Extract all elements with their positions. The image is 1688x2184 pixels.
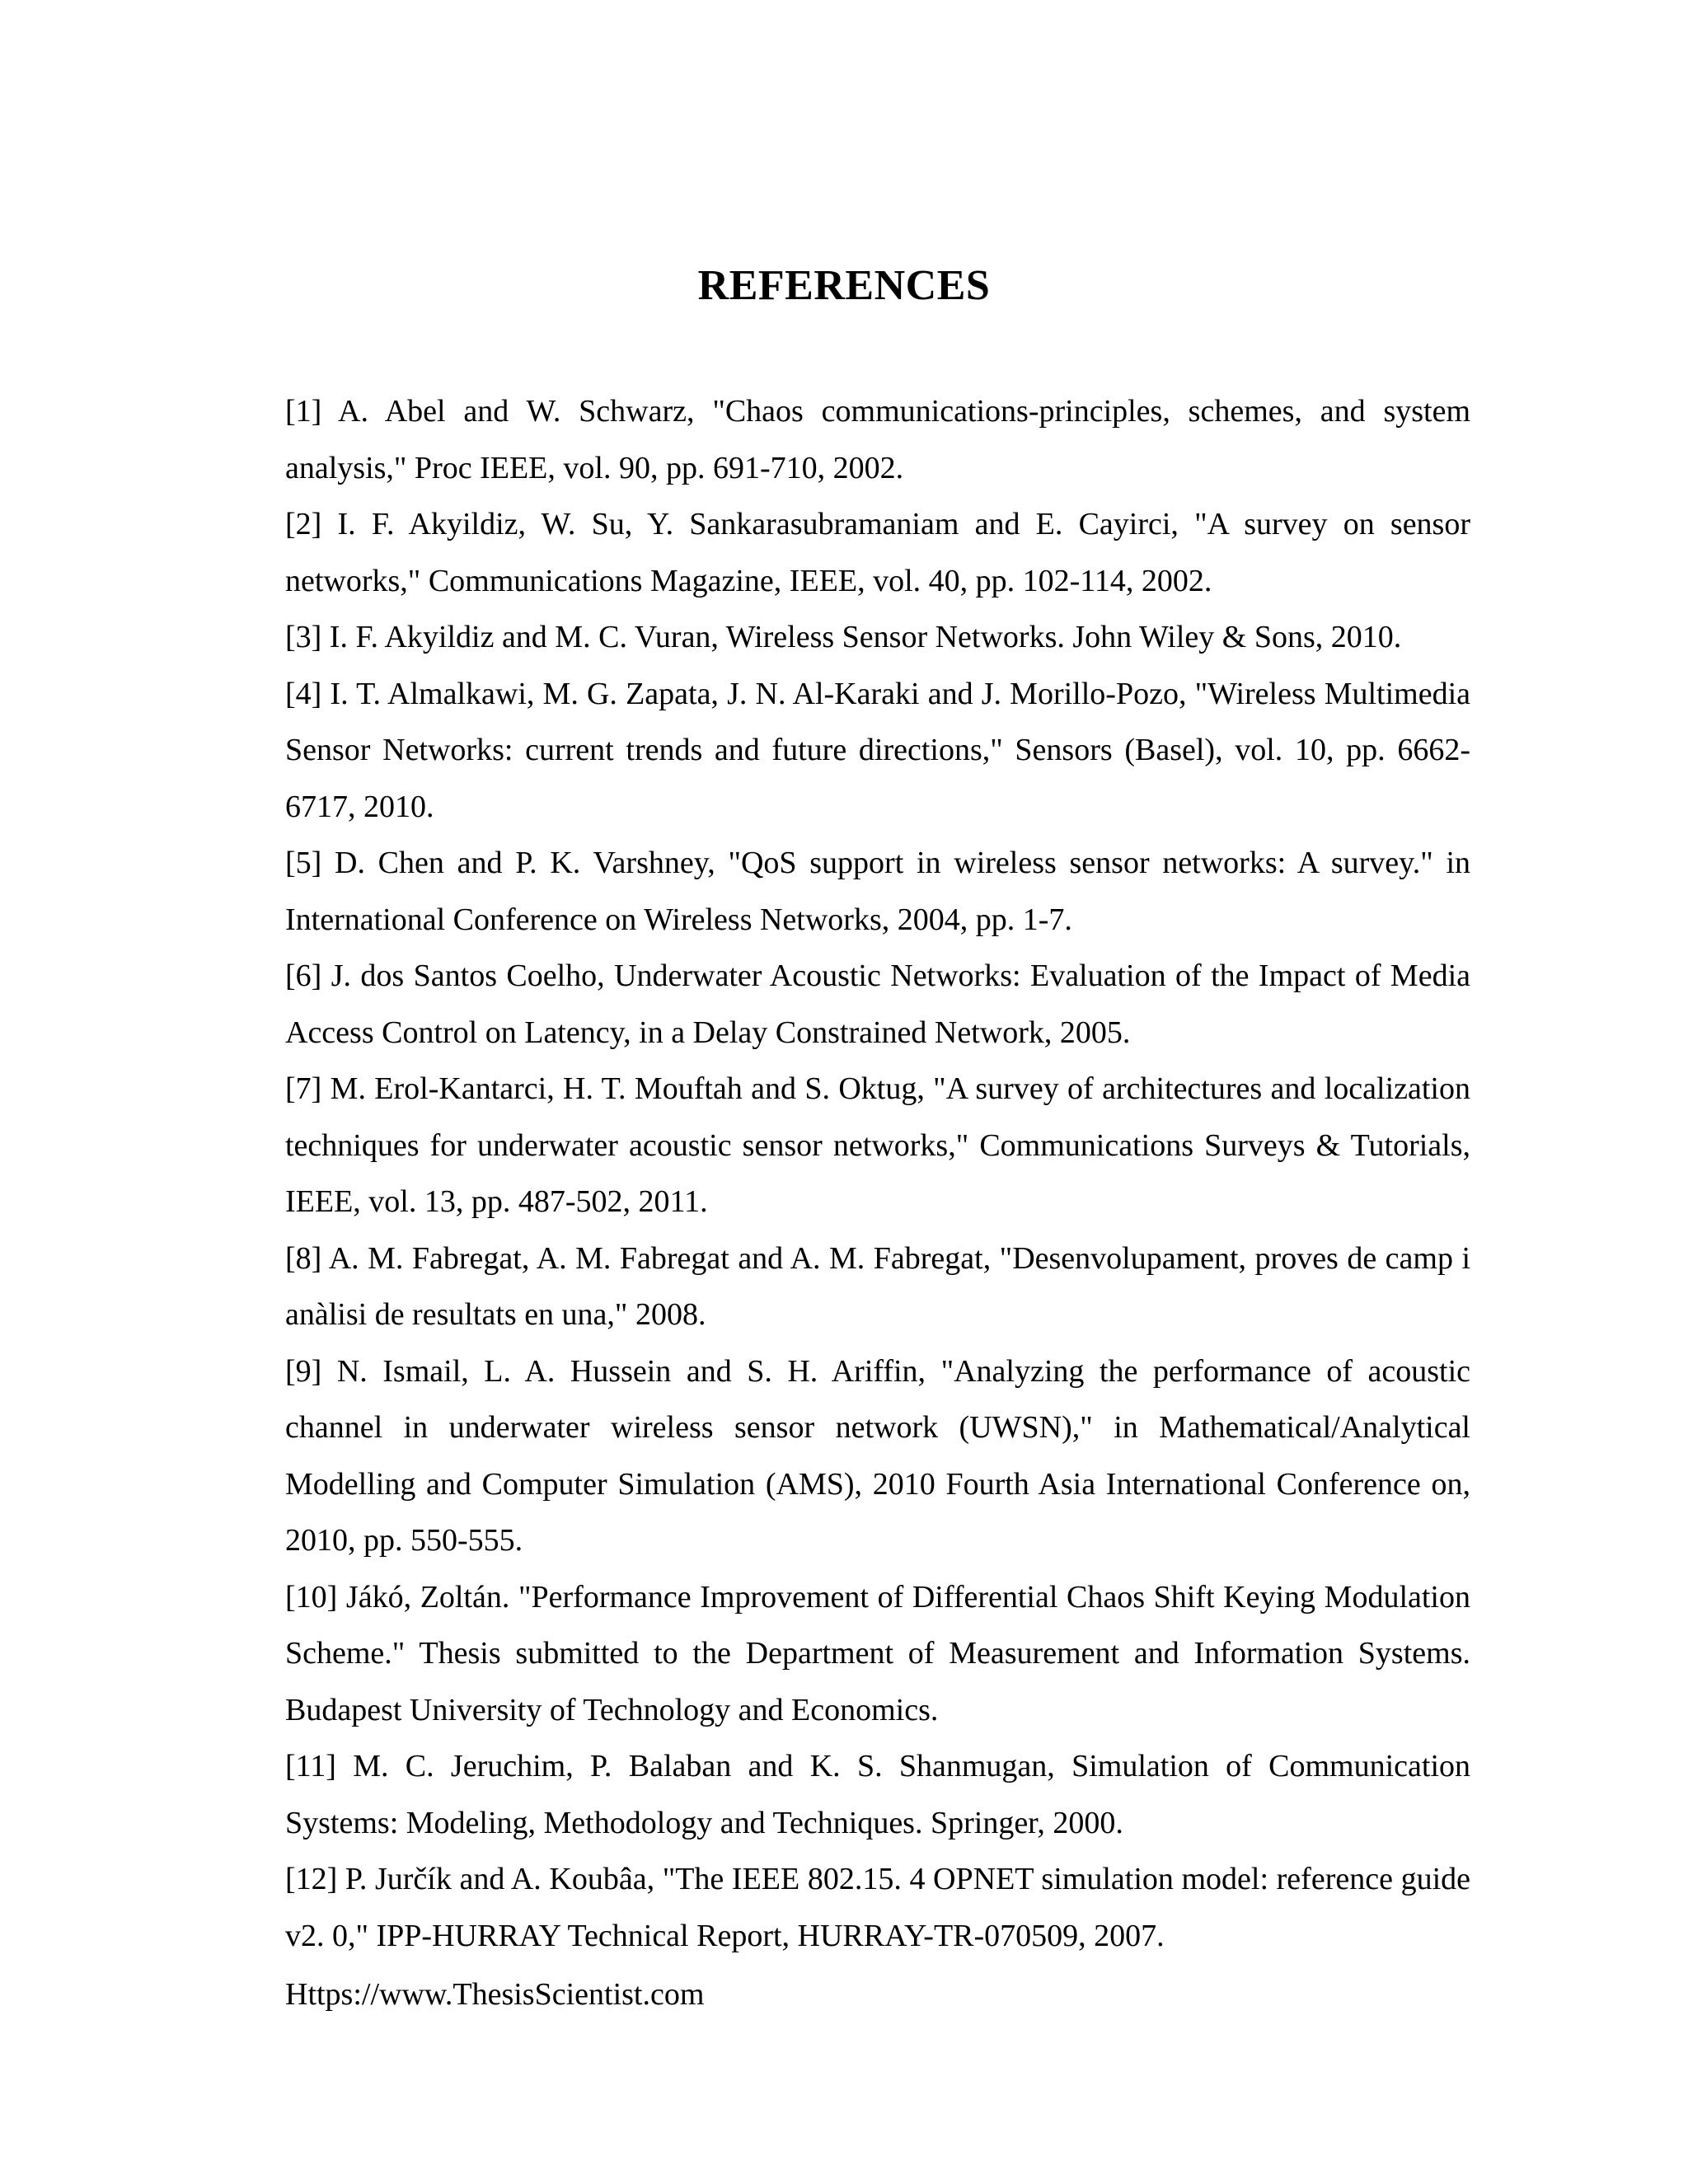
reference-9: [9] N. Ismail, L. A. Hussein and S. H. Ariffin, "Analyzing the performance of acoustic channel in underwater wireless sensor network (UWSN)," in Mathematical/Analytical Modelling and Computer Simulation (AMS), 2010 Fourth Asia International Conference on, 2010, pp. 550-555. [285,1353,1470,1558]
reference-list [285,383,1470,1964]
footer-url: Https://www.ThesisScientist.com [285,1977,705,2012]
reference-2: [2] I. F. Akyildiz, W. Su, Y. Sankarasubramaniam and E. Cayirci, "A survey on sensor networks," Communications Magazine, IEEE, vol. 40, pp. 102-114, 2002. [285,507,1470,598]
reference-6: [6] J. dos Santos Coelho, Underwater Acoustic Networks: Evaluation of the Impact of Media Access Control on Latency, in a Delay Constrained Network, 2005. [285,958,1470,1050]
reference-12: [12] P. Jurčík and A. Koubâa, "The IEEE 802.15. 4 OPNET simulation model: reference guide v2. 0," IPP-HURRAY Technical Report, HURRAY-TR-070509, 2007. [285,1862,1470,1953]
reference-7: [7] M. Erol-Kantarci, H. T. Mouftah and S. Oktug, "A survey of architectures and localization techniques for underwater acoustic sensor networks," Communications Surveys & Tutorials, IEEE, vol. 13, pp. 487-502, 2011. [285,1071,1470,1219]
reference-3: [3] I. F. Akyildiz and M. C. Vuran, Wireless Sensor Networks. John Wiley & Sons, 2010. [285,620,1402,654]
reference-10: [10] Jákó, Zoltán. "Performance Improvement of Differential Chaos Shift Keying Modulation Scheme." Thesis submitted to the Department of Measurement and Information Systems. Budapest University of Technology and Economics. [285,1579,1470,1727]
reference-4: [4] I. T. Almalkawi, M. G. Zapata, J. N. Al-Karaki and J. Morillo-Pozo, "Wireless Multimedia Sensor Networks: current trends and future directions," Sensors (Basel), vol. 10, pp. 6662-6717, 2010. [285,676,1470,824]
reference-11: [11] M. C. Jeruchim, P. Balaban and K. S. Shanmugan, Simulation of Communication Systems: Modeling, Methodology and Techniques. Springer, 2000. [285,1749,1470,1840]
reference-8: [8] A. M. Fabregat, A. M. Fabregat and A. M. Fabregat, "Desenvolupament, proves de camp i anàlisi de resultats en una," 2008. [285,1240,1470,1332]
reference-1: [1] A. Abel and W. Schwarz, "Chaos communications-principles, schemes, and system analysis," Proc IEEE, vol. 90, pp. 691-710, 2002. [285,394,1470,485]
page-title: REFERENCES [697,261,991,309]
reference-5: [5] D. Chen and P. K. Varshney, "QoS support in wireless sensor networks: A survey." in International Conference on Wireless Networks, 2004, pp. 1-7. [285,846,1470,937]
